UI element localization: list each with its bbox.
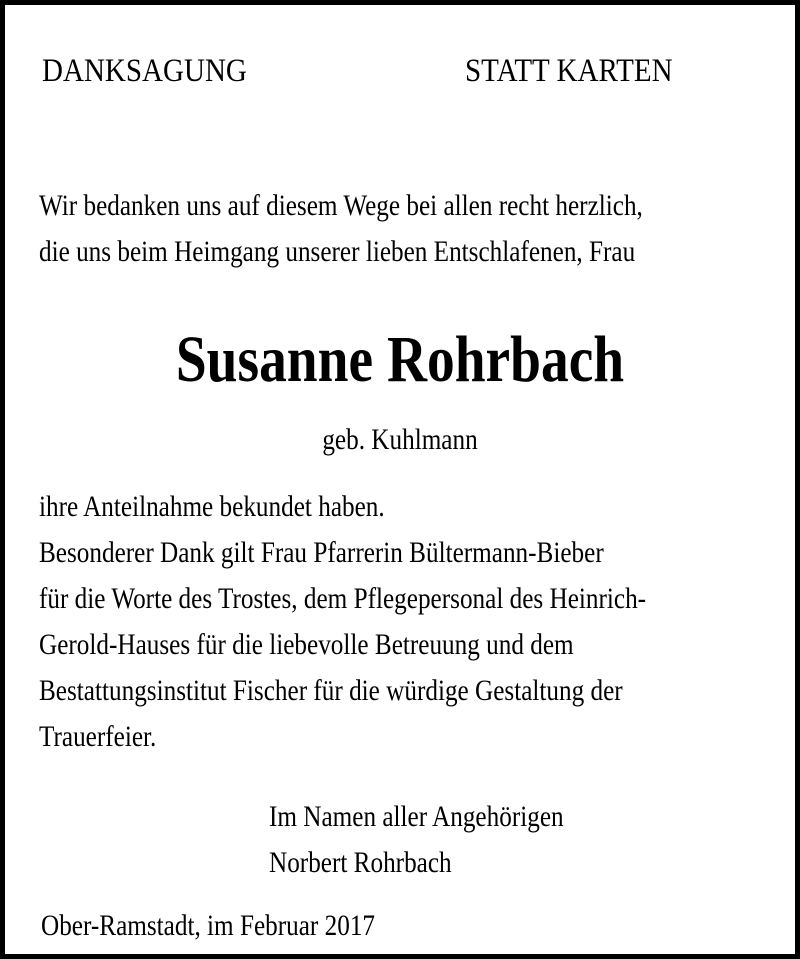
intro-line-2: die uns beim Heimgang unserer lieben Entschlafenen, Frau [39, 235, 636, 268]
header-statt-karten: STATT KARTEN [465, 53, 673, 89]
body-line-4: Gerold-Hauses für die liebevolle Betreuung und dem [39, 628, 574, 661]
body-line-3: für die Worte des Trostes, dem Pflegepersonal des Heinrich- [39, 582, 647, 615]
birth-name: geb. Kuhlmann [322, 423, 478, 456]
body-line-5: Bestattungsinstitut Fischer für die würdige Gestaltung der [39, 674, 623, 707]
footer-place-date: Ober-Ramstadt, im Februar 2017 [41, 909, 376, 942]
body-line-6: Trauerfeier. [39, 720, 157, 753]
body-line-2: Besonderer Dank gilt Frau Pfarrerin Bültermann-Bieber [39, 536, 604, 569]
header-danksagung: DANKSAGUNG [42, 53, 247, 89]
signature-name: Norbert Rohrbach [269, 846, 452, 879]
intro-line-1: Wir bedanken uns auf diesem Wege bei allen recht herzlich, [39, 189, 643, 222]
body-line-1: ihre Anteilnahme bekundet haben. [39, 490, 385, 523]
signature-line-1: Im Namen aller Angehörigen [269, 800, 564, 833]
deceased-name: Susanne Rohrbach [175, 323, 625, 396]
